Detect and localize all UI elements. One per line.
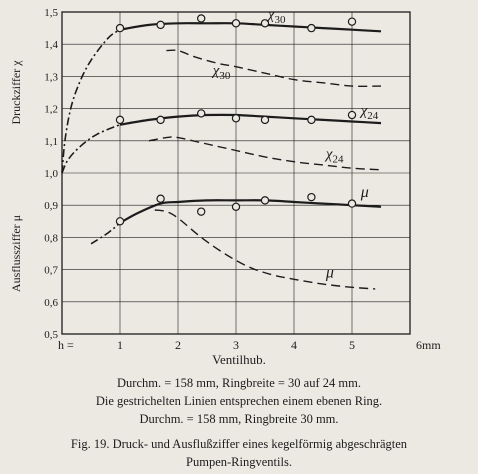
- x-tick-label: h =: [58, 338, 74, 350]
- data-point: [157, 116, 164, 123]
- data-point: [232, 115, 239, 122]
- data-point: [232, 20, 239, 27]
- data-point: [261, 197, 268, 204]
- caption-line-2: Die gestrichelten Linien entsprechen einem ebenen Ring.: [95, 394, 383, 408]
- series-line-dashed: [166, 50, 381, 86]
- data-point: [157, 21, 164, 28]
- data-point: [116, 218, 123, 225]
- x-tick-label: 6mm: [416, 338, 441, 350]
- y-tick-label: 1,5: [44, 7, 58, 19]
- y-tick-label: 1,0: [44, 168, 58, 180]
- x-axis-label: Ventilhub.: [212, 352, 266, 367]
- data-point: [198, 208, 205, 215]
- series-line-leadin: [91, 223, 120, 244]
- data-point: [348, 111, 355, 118]
- data-point: [308, 194, 315, 201]
- y-tick-label: 0,9: [44, 200, 58, 213]
- series-line-dashed: [149, 137, 381, 170]
- data-point: [308, 25, 315, 32]
- y-tick-label: 1,4: [44, 39, 58, 52]
- series-label: $\chi_{24}$: [360, 103, 379, 123]
- data-point: [232, 203, 239, 210]
- y-tick-label: 0,5: [44, 329, 58, 341]
- y-tick-label: 0,7: [44, 264, 58, 277]
- data-point: [198, 110, 205, 117]
- data-point: [198, 15, 205, 22]
- series-line-leadin: [62, 30, 120, 173]
- figure-caption-line-2: Pumpen-Ringventils.: [186, 455, 292, 469]
- x-tick-label: 2: [175, 338, 181, 350]
- series-label: μ: [360, 184, 369, 202]
- x-tick-label: 4: [291, 338, 297, 350]
- y-axis-label-upper: Druckziffer χ: [9, 60, 23, 125]
- y-tick-label: 1,1: [44, 135, 58, 148]
- series-label: $\chi_{24}$: [325, 146, 344, 166]
- x-tick-label: 1: [117, 338, 123, 350]
- data-point: [308, 116, 315, 123]
- caption-line-3: Durchm. = 158 mm, Ringbreite 30 mm.: [139, 412, 339, 426]
- y-tick-label: 0,6: [44, 296, 58, 309]
- series-line-leadin: [62, 125, 120, 173]
- x-tick-label: 5: [349, 338, 355, 350]
- caption-line-1: Durchm. = 158 mm, Ringbreite = 30 auf 24 mm.: [117, 376, 361, 390]
- y-axis-label-lower: Ausflussziffer μ: [9, 214, 23, 293]
- series-label: μ: [325, 264, 334, 282]
- data-point: [261, 116, 268, 123]
- y-tick-label: 0,8: [44, 232, 58, 245]
- y-tick-label: 1,2: [44, 103, 58, 116]
- series-line-dashed: [155, 210, 375, 289]
- data-point: [116, 25, 123, 32]
- series-label: $\chi_{30}$: [212, 62, 231, 82]
- data-point: [157, 195, 164, 202]
- data-point: [348, 200, 355, 207]
- y-tick-label: 1,3: [44, 71, 58, 84]
- x-tick-label: 3: [233, 338, 239, 350]
- figure-caption-line-1: Fig. 19. Druck- und Ausflußziffer eines kegelförmig abgeschrägten: [70, 437, 408, 451]
- data-point: [348, 18, 355, 25]
- data-point: [116, 116, 123, 123]
- series-label: $\chi_{30}$: [267, 7, 286, 27]
- series-line-solid: [120, 200, 381, 223]
